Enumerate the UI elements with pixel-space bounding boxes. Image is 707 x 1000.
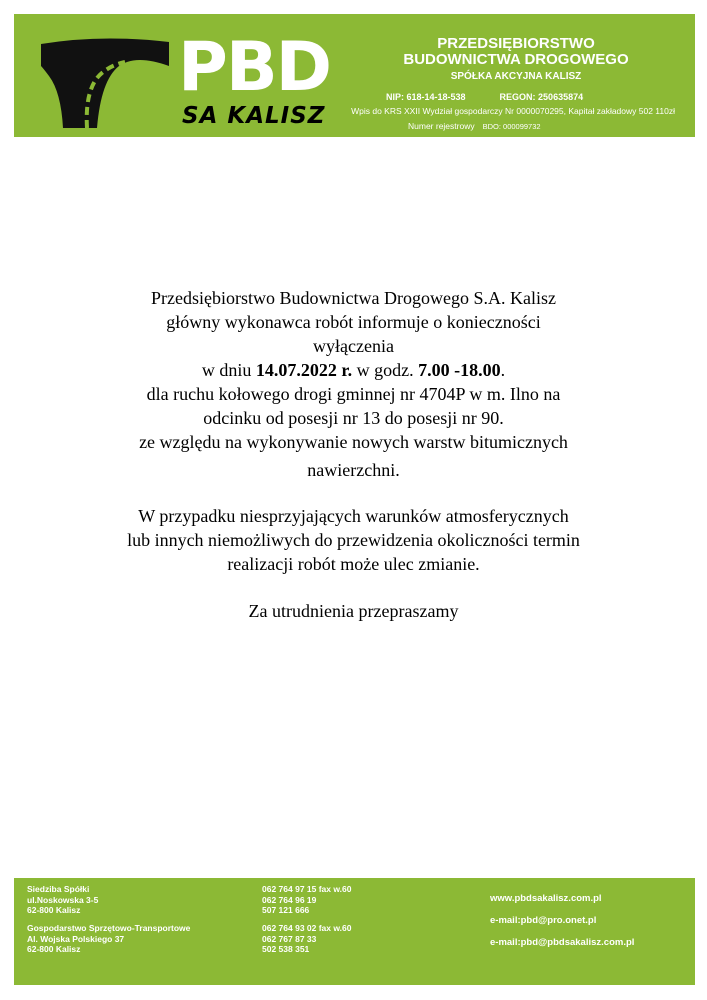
letterhead-footer	[14, 878, 695, 985]
closure-date: 14.07.2022 r.	[255, 360, 353, 380]
letterhead-header	[14, 14, 695, 137]
phone: 062 767 87 33	[262, 933, 317, 944]
hq-city: 62-800 Kalisz	[27, 905, 81, 915]
notice-line: odcinku od posesji nr 13 do posesji nr 90.	[203, 408, 504, 428]
company-line-3: SPÓŁKA AKCYJNA KALISZ	[450, 71, 582, 82]
phone: 062 764 97 15 fax w.60	[262, 884, 352, 894]
phone: 062 764 93 02 fax w.60	[262, 923, 352, 933]
time-suffix: .	[500, 360, 506, 380]
company-line-1: PRZEDSIĘBIORSTWO	[437, 35, 595, 52]
email-link-2[interactable]: e-mail:pbd@pbdsakalisz.com.pl	[490, 937, 635, 948]
krs-info: Wpis do KRS XXII Wydział gospodarczy Nr 0000070295, Kapitał zakładowy 502 110zł	[351, 106, 675, 116]
notice-line: nawierzchni.	[307, 460, 400, 480]
nip: NIP: 618-14-18-538	[386, 92, 466, 102]
hq-name: Siedziba Spółki	[27, 884, 90, 894]
email-link-1[interactable]: e-mail:pbd@pro.onet.pl	[490, 915, 597, 926]
hq-street: ul.Noskowska 3-5	[27, 894, 99, 905]
company-name	[340, 36, 692, 84]
closure-time: 7.00 -18.00	[418, 360, 501, 380]
logo-text: PBD	[178, 28, 331, 107]
date-prefix: w dniu	[201, 360, 256, 380]
phone: 062 764 96 19	[262, 894, 317, 905]
tax-ids	[386, 92, 583, 102]
notice-line: Przedsiębiorstwo Budownictwa Drogowego S.A. Kalisz	[151, 288, 556, 308]
hq-address	[27, 884, 98, 916]
notice-date-line	[60, 358, 647, 382]
notice-line: ze względu na wykonywanie nowych warstw bitumicznych	[139, 432, 568, 452]
company-line-2: BUDOWNICTWA DROGOWEGO	[403, 51, 629, 68]
notice-para2-line: realizacji robót może ulec zmianie.	[227, 554, 480, 574]
registry-number	[408, 121, 541, 131]
road-logo-icon	[41, 36, 171, 128]
regon: REGON: 250635874	[499, 92, 584, 102]
depot-city: 62-800 Kalisz	[27, 944, 81, 954]
phone: 502 538 351	[262, 944, 310, 954]
closing-apology: Za utrudnienia przepraszamy	[248, 601, 459, 621]
notice-line: wyłączenia	[313, 336, 394, 356]
website-link[interactable]: www.pbdsakalisz.com.pl	[490, 893, 602, 904]
time-prefix: w godz.	[352, 360, 419, 380]
notice-para2-line: lub innych niemożliwych do przewidzenia okoliczności termin	[127, 530, 580, 550]
bdo: BDO: 000099732	[482, 122, 541, 131]
depot-address	[27, 923, 190, 955]
hq-phones	[262, 884, 351, 916]
depot-name: Gospodarstwo Sprzętowo-Transportowe	[27, 923, 191, 933]
notice-body	[60, 286, 647, 623]
registry-label: Numer rejestrowy	[408, 121, 475, 131]
notice-line: główny wykonawca robót informuje o konieczności	[166, 312, 541, 332]
phone: 507 121 666	[262, 905, 310, 915]
logo-subtext: SA KALISZ	[182, 103, 326, 129]
notice-para2-line: W przypadku niesprzyjających warunków atmosferycznych	[138, 506, 569, 526]
notice-line: dla ruchu kołowego drogi gminnej nr 4704P w m. Ilno na	[146, 384, 561, 404]
depot-street: Al. Wojska Polskiego 37	[27, 933, 125, 944]
depot-phones	[262, 923, 351, 955]
